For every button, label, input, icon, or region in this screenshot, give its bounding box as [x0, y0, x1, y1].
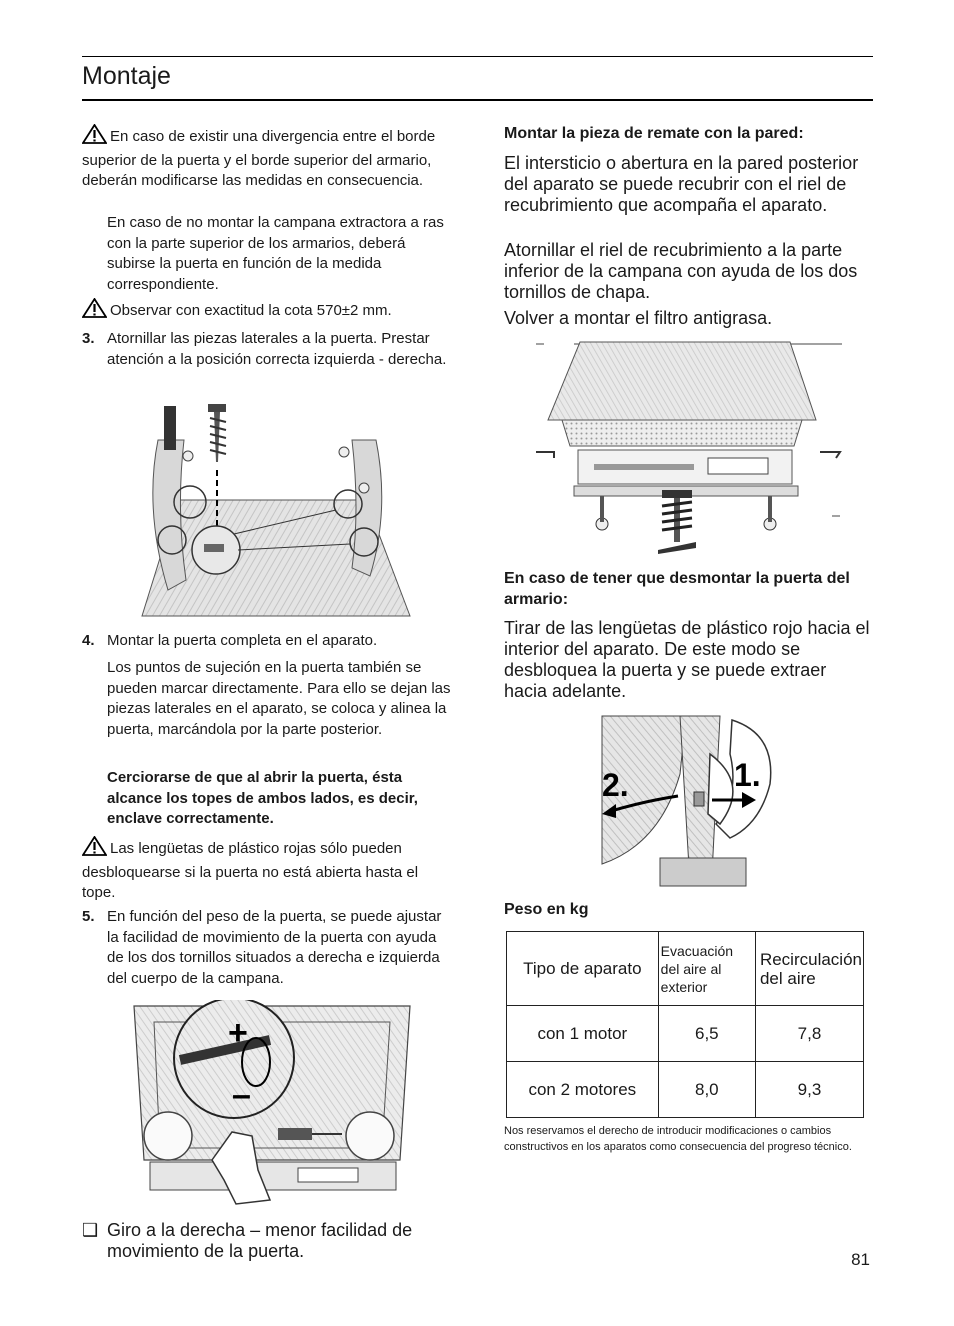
step-3-number: 3.: [82, 330, 95, 347]
row-tipo: con 1 motor: [507, 1006, 659, 1062]
step-4-number: 4.: [82, 632, 95, 649]
table-row: [507, 1062, 864, 1118]
warning-icon: [82, 298, 107, 325]
top-rule: [82, 56, 873, 57]
warning-paragraph-3: Las lengüetas de plástico rojas sólo pueden desbloquearse si la puerta no está abierta hasta el tope.: [82, 836, 452, 904]
figure-covering-strip: [534, 336, 844, 556]
plus-sign: +: [228, 1014, 248, 1052]
bold-notice: Cerciorarse de que al abrir la puerta, ésta alcance los topes de ambos lados, es decir, enclave correctamente.: [107, 769, 418, 828]
section-heading-remove: En caso de tener que desmontar la puerta del armario:: [504, 570, 850, 608]
header-evacuacion: Evacuación del aire al exterior: [658, 932, 755, 1006]
weight-table: [506, 931, 864, 1118]
page-number: 81: [851, 1250, 870, 1269]
page-title: Montaje: [82, 62, 171, 90]
row-evacuacion: 6,5: [658, 1006, 755, 1062]
figure-adjust-screws: [120, 1000, 420, 1214]
step-label-1: 1.: [734, 757, 761, 793]
row-evacuacion: 8,0: [658, 1062, 755, 1118]
paragraph-no-flush: En caso de no montar la campana extractora a ras con la parte superior de los armarios, deberá subirse la puerta en función de la medida correspondiente.: [107, 214, 444, 294]
warning-paragraph-1: En caso de existir una divergencia entre el borde superior de la puerta y el borde superior del armario, deberán modificarse las medidas en consecuencia.: [82, 124, 452, 192]
wall-paragraph-1: El intersticio o abertura en la pared posterior del aparato se puede recubrir con el riel de recubrimiento que acompaña el aparato.: [504, 153, 859, 215]
header-tipo: Tipo de aparato: [507, 932, 659, 1006]
warning-paragraph-2: Observar con exactitud la cota 570±2 mm.: [82, 298, 452, 325]
table-row: [507, 1006, 864, 1062]
table-title: Peso en kg: [504, 901, 589, 918]
minus-sign: –: [232, 1076, 251, 1114]
wall-paragraph-3: Volver a montar el filtro antigrasa.: [504, 308, 773, 328]
step-5-number: 5.: [82, 908, 95, 925]
remove-paragraph: Tirar de las lengüetas de plástico rojo hacia el interior del aparato. De este modo se desbloquea la puerta y se puede extraer hacia adelante.: [504, 618, 870, 701]
figure-side-pieces: [138, 400, 414, 622]
title-rule: [82, 99, 873, 101]
step-label-2: 2.: [602, 767, 629, 803]
row-recirculacion: 7,8: [755, 1006, 863, 1062]
warning-icon: [82, 124, 107, 151]
checkbox-text: Giro a la derecha – menor facilidad de movimiento de la puerta.: [107, 1220, 413, 1261]
header-recirculacion: Recirculación del aire: [755, 932, 863, 1006]
row-tipo: con 2 motores: [507, 1062, 659, 1118]
warning-icon: [82, 836, 107, 863]
step-3-text: Atornillar las piezas laterales a la puerta. Prestar atención a la posición correcta izquierda - derecha.: [107, 330, 447, 368]
wall-paragraph-2: Atornillar el riel de recubrimiento a la parte inferior de la campana con ayuda de los dos tornillos de chapa.: [504, 240, 858, 302]
checkbox-item: [82, 1220, 452, 1262]
section-heading-wall: Montar la pieza de remate con la pared:: [504, 125, 804, 142]
step-5-text: En función del peso de la puerta, se puede ajustar la facilidad de movimiento de la puerta con ayuda de los dos tornillos situados a derecha e izquierda del cuerpo de la campana.: [107, 908, 442, 988]
figure-release-tabs: [600, 714, 776, 888]
footnote: Nos reservamos el derecho de introducir modificaciones o cambios constructivos en los aparatos como consecuencia del progreso técnico.: [504, 1125, 852, 1153]
row-recirculacion: 9,3: [755, 1062, 863, 1118]
marking-paragraph: Los puntos de sujeción en la puerta también se pueden marcar directamente. Para ello se dejan las piezas laterales en el aparato, se coloca y alinea la puerta, marcándola por la parte posterior.: [107, 659, 451, 739]
step-4-text: Montar la puerta completa en el aparato.: [107, 632, 378, 649]
checkbox-icon: ❑: [82, 1220, 99, 1240]
